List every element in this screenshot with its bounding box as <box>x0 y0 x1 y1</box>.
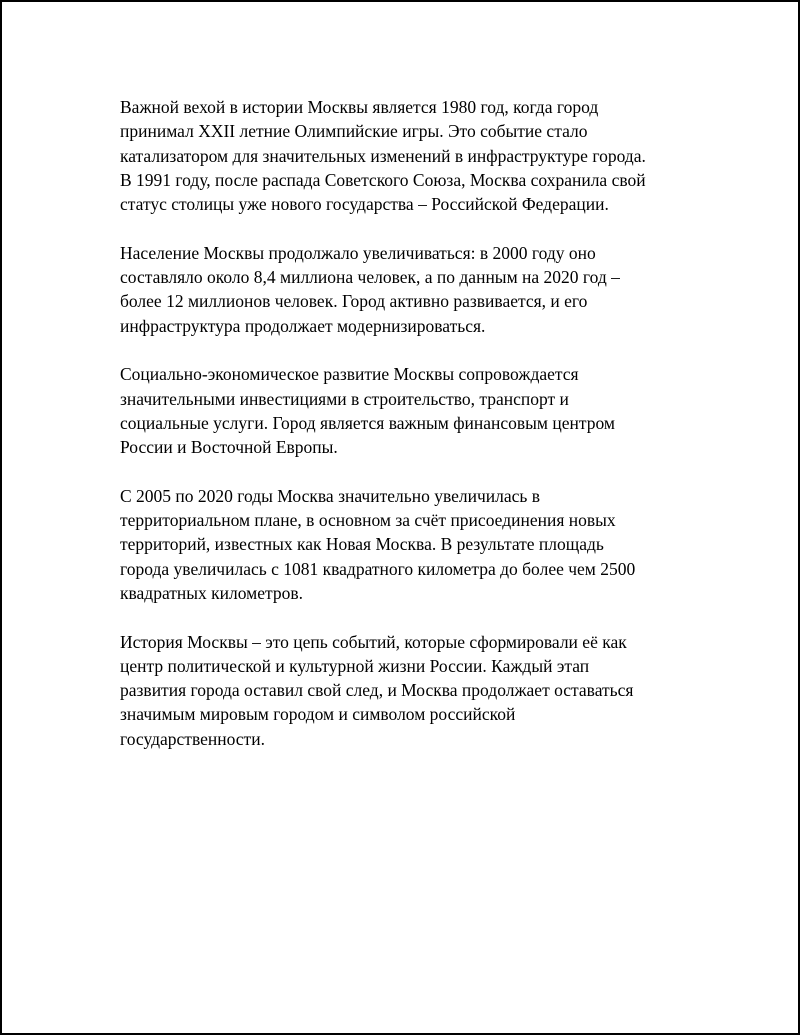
paragraph-2 <box>120 241 695 338</box>
paragraph-3 <box>120 362 695 459</box>
text-line: квадратных километров. <box>120 582 304 603</box>
text-line: территориальном плане, в основном за счёт присоединения новых <box>120 510 616 531</box>
paragraph-5 <box>120 630 695 751</box>
text-line: составляло около 8,4 миллиона человек, а по данным на 2020 год – <box>120 267 620 288</box>
text-line: территорий, известных как Новая Москва. В результате площадь <box>120 534 604 555</box>
document-body <box>120 95 695 775</box>
text-line: Важной вехой в истории Москвы является 1980 год, когда город <box>120 97 599 117</box>
text-line: города увеличилась с 1081 квадратного километра до более чем 2500 <box>120 558 636 579</box>
text-line: История Москвы – это цепь событий, которые сформировали её как <box>120 631 627 652</box>
text-line: Население Москвы продолжало увеличиваться: в 2000 году оно <box>120 242 596 263</box>
text-line: значительными инвестициями в строительство, транспорт и <box>120 388 569 409</box>
paragraph-1 <box>120 95 695 216</box>
text-line: социальные услуги. Город является важным финансовым центром <box>120 412 615 433</box>
text-line: значимым мировым городом и символом российской <box>120 704 516 725</box>
text-line: С 2005 по 2020 годы Москва значительно увеличилась в <box>120 485 541 506</box>
text-line: В 1991 году, после распада Советского Союза, Москва сохранила свой <box>120 169 646 190</box>
text-line: развития города оставил свой след, и Москва продолжает оставаться <box>120 680 634 701</box>
text-line: принимал XXII летние Олимпийские игры. Это событие стало <box>120 121 588 142</box>
text-line: Социально-экономическое развитие Москвы сопровождается <box>120 364 579 385</box>
paragraph-4 <box>120 484 695 605</box>
text-line: более 12 миллионов человек. Город активно развивается, и его <box>120 291 588 312</box>
text-line: государственности. <box>120 728 265 749</box>
text-line: катализатором для значительных изменений в инфраструктуре города. <box>120 145 646 166</box>
text-line: центр политической и культурной жизни России. Каждый этап <box>120 655 590 676</box>
text-line: России и Восточной Европы. <box>120 437 338 458</box>
text-line: статус столицы уже нового государства – Российской Федерации. <box>120 194 609 215</box>
text-line: инфраструктура продолжает модернизироваться. <box>120 315 486 336</box>
